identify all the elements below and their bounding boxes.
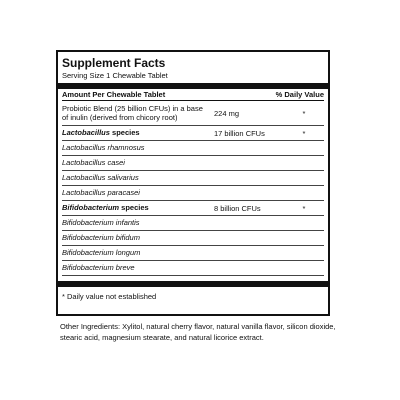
table-header xyxy=(62,89,324,101)
panel-title: Supplement Facts xyxy=(62,56,166,70)
genus-name: Bifidobacterium xyxy=(62,203,120,213)
ingredient-name: Probiotic Blend (25 billion CFUs) in a base of inulin (derived from chicory root) xyxy=(62,103,203,122)
ingredient-amount: 8 billion CFUs xyxy=(214,203,261,213)
ingredient-name xyxy=(62,128,214,138)
daily-value-header: % Daily Value xyxy=(275,90,324,99)
table-row xyxy=(62,156,324,171)
other-ingredients: Other Ingredients: Xylitol, natural cherry flavor, natural vanilla flavor, silicon dioxide, stearic acid, magnesium stearate, and natural licorice extract. xyxy=(60,322,336,342)
strain-name: Bifidobacterium bifidum xyxy=(62,233,140,243)
ingredient-name xyxy=(62,203,214,213)
genus-name: Lactobacillus xyxy=(62,128,110,138)
strain-name: Lactobacillus casei xyxy=(62,158,125,168)
strain-name: Lactobacillus rhamnosus xyxy=(62,143,145,153)
ingredient-amount: 224 mg xyxy=(214,108,240,118)
table-row-probiotic-blend xyxy=(62,101,324,126)
ingredient-daily-value: * xyxy=(302,108,306,118)
daily-value-footnote: * Daily value not established xyxy=(62,292,157,301)
amount-header: Amount Per Chewable Tablet xyxy=(62,90,166,99)
ingredient-daily-value: * xyxy=(302,128,306,138)
table-row xyxy=(62,171,324,186)
table-row xyxy=(62,186,324,201)
strain-name: Lactobacillus salivarius xyxy=(62,173,139,183)
supplement-facts-panel xyxy=(56,50,330,316)
table-row xyxy=(62,246,324,261)
table-row xyxy=(62,216,324,231)
species-suffix: species xyxy=(119,203,149,213)
strain-name: Bifidobacterium infantis xyxy=(62,218,140,228)
strain-name: Lactobacillus paracasei xyxy=(62,188,140,198)
strain-name: Bifidobacterium longum xyxy=(62,248,141,258)
ingredient-daily-value: * xyxy=(302,203,306,213)
ingredient-amount: 17 billion CFUs xyxy=(214,128,265,138)
table-row xyxy=(62,261,324,276)
thick-divider-bottom xyxy=(58,281,328,287)
table-row xyxy=(62,141,324,156)
table-row-lactobacillus-species xyxy=(62,126,324,141)
strain-name: Bifidobacterium breve xyxy=(62,263,135,273)
table-row xyxy=(62,231,324,246)
species-suffix: species xyxy=(109,128,140,138)
table-row-bifidobacterium-species xyxy=(62,201,324,216)
serving-size: Serving Size 1 Chewable Tablet xyxy=(62,71,168,80)
